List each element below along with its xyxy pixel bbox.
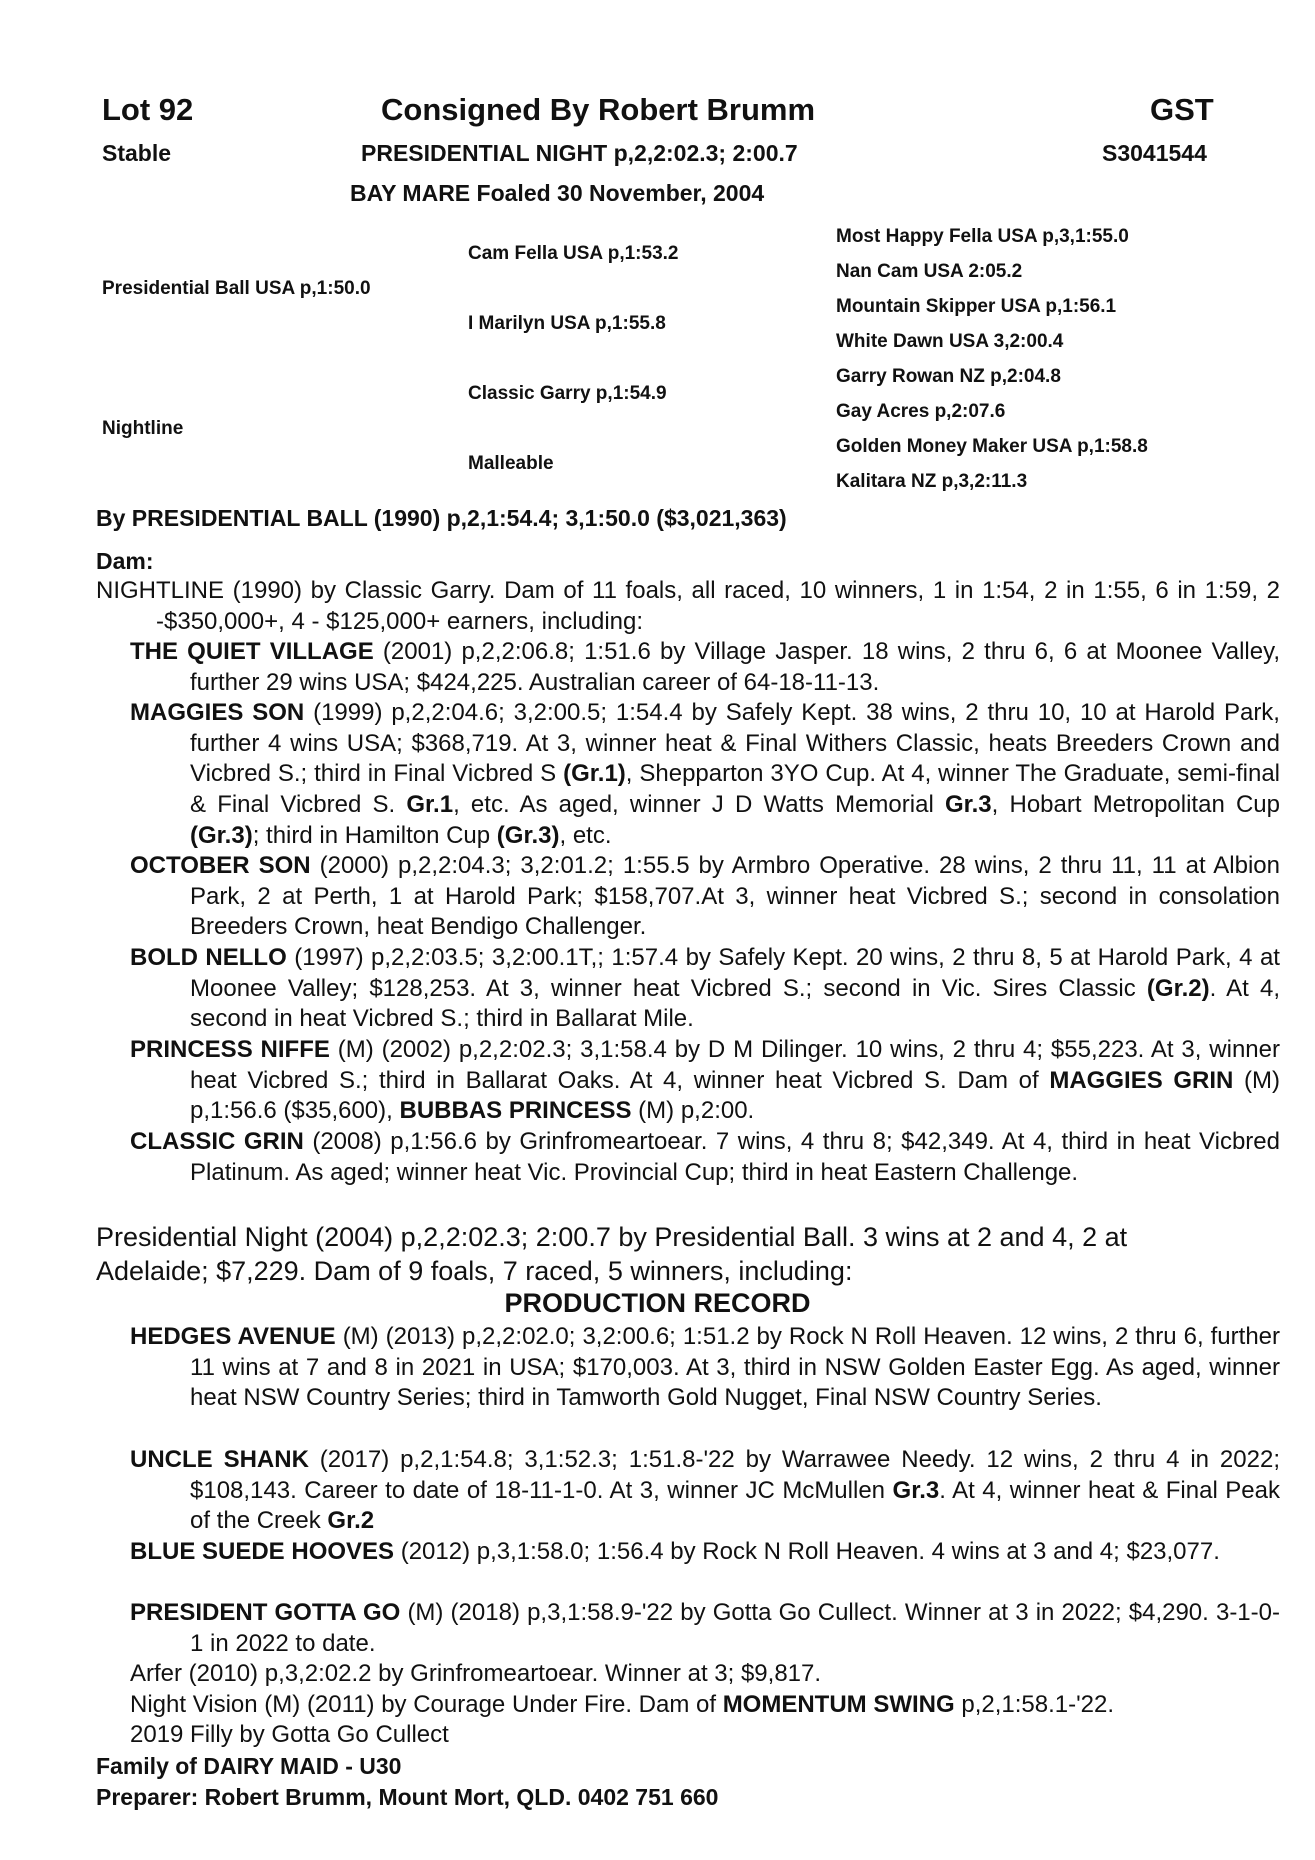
production-entry-2: UNCLE SHANK (2017) p,2,1:54.8; 3,1:52.3; 1:51.8-'22 by Warrawee Needy. 12 wins, 2 thru 4 in 2022; $108,143. Career to date of 18-11-1-0. At 3, winner JC McMullen Gr.3. At 4, winner heat & Final Peak of the Creek Gr.2 [130, 1446, 1280, 1535]
production-name: UNCLE SHANK [130, 1446, 309, 1473]
gst-label: GST [1150, 92, 1214, 127]
produce-entry-1: THE QUIET VILLAGE (2001) p,2,2:06.8; 1:51.6 by Village Jasper. 18 wins, 2 thru 6, 6 at Moonee Valley, further 29 wins USA; $424,225. Australian career of 64-18-11-13. [130, 638, 1280, 696]
family-line: Family of DAIRY MAID - U30 [96, 1753, 402, 1779]
produce-name: CLASSIC GRIN [130, 1128, 304, 1155]
produce-name: OCTOBER SON [130, 852, 311, 879]
produce-entry-5: PRINCESS NIFFE (M) (2002) p,2,2:02.3; 3,1:58.4 by D M Dilinger. 10 wins, 2 thru 4; $55,223. At 3, winner heat Vicbred S.; third in Ballarat Oaks. At 4, winner heat Vicbred S. Dam of MAGGIES GRIN (M) p,1:56.6 ($35,600), BUBBAS PRINCESS (M) p,2:00. [130, 1036, 1280, 1125]
produce-name: THE QUIET VILLAGE [130, 638, 374, 665]
produce-entry-4: BOLD NELLO (1997) p,2,2:03.5; 3,2:00.1T,; 1:57.4 by Safely Kept. 20 wins, 2 thru 8, 5 at Harold Park, 4 at Moonee Valley; $128,253. At 3, winner heat Vicbred S.; second in Vic. Sires Classic (Gr.2). At 4, second in heat Vicbred S.; third in Ballarat Mile. [130, 944, 1280, 1033]
minor-produce-line: Night Vision (M) (2011) by Courage Under Fire. Dam of MOMENTUM SWING p,2,1:58.1-'22. [130, 1690, 1115, 1718]
pedigree-gen3-4: White Dawn USA 3,2:00.4 [836, 331, 1064, 352]
pedigree-gen3-1: Most Happy Fella USA p,3,1:55.0 [836, 226, 1129, 247]
preparer-line: Preparer: Robert Brumm, Mount Mort, QLD. 0402 751 660 [96, 1784, 719, 1810]
production-record-heading: PRODUCTION RECORD [504, 1288, 811, 1318]
pedigree-gen3-7: Golden Money Maker USA p,1:58.8 [836, 436, 1148, 457]
minor-produce-list [130, 1659, 1114, 1751]
pedigree-dam: Nightline [102, 418, 184, 439]
pedigree-gen3-8: Kalitara NZ p,3,2:11.3 [836, 471, 1028, 492]
pedigree-dam-sire: Classic Garry p,1:54.9 [468, 383, 667, 404]
sire-line: By PRESIDENTIAL BALL (1990) p,2,1:54.4; 3,1:50.0 ($3,021,363) [96, 505, 787, 531]
pedigree-gen3-3: Mountain Skipper USA p,1:56.1 [836, 296, 1117, 317]
horse-id: S3041544 [1102, 140, 1207, 166]
produce-name: BOLD NELLO [130, 944, 287, 971]
pedigree-gen3-5: Garry Rowan NZ p,2:04.8 [836, 366, 1061, 387]
produce-name: MAGGIES SON [130, 699, 305, 726]
foaled-line: BAY MARE Foaled 30 November, 2004 [350, 180, 765, 206]
production-entry-3: BLUE SUEDE HOOVES (2012) p,3,1:58.0; 1:56.4 by Rock N Roll Heaven. 4 wins at 3 and 4; $23,077. [130, 1538, 1220, 1565]
horse-name: PRESIDENTIAL NIGHT p,2,2:02.3; 2:00.7 [361, 140, 798, 166]
consignor: Consigned By Robert Brumm [381, 92, 816, 127]
stable-label: Stable [102, 140, 172, 166]
dam-heading: Dam: [96, 548, 154, 574]
production-name: HEDGES AVENUE [130, 1323, 336, 1350]
pedigree-gen3-2: Nan Cam USA 2:05.2 [836, 261, 1023, 282]
production-entry-4: PRESIDENT GOTTA GO (M) (2018) p,3,1:58.9-'22 by Gotta Go Cullect. Winner at 3 in 2022; $4,290. 3-1-0-1 in 2022 to date. [130, 1599, 1280, 1657]
pedigree-dam-dam: Malleable [468, 453, 554, 474]
minor-produce-line: 2019 Filly by Gotta Go Cullect [130, 1721, 449, 1749]
produce-entry-6: CLASSIC GRIN (2008) p,1:56.6 by Grinfromeartoear. 7 wins, 4 thru 8; $42,349. At 4, third in heat Vicbred Platinum. As aged; winner heat Vic. Provincial Cup; third in heat Eastern Challenge. [130, 1128, 1280, 1186]
pedigree-gen3-6: Gay Acres p,2:07.6 [836, 401, 1006, 422]
pedigree-sire-sire: Cam Fella USA p,1:53.2 [468, 243, 679, 264]
production-name: BLUE SUEDE HOOVES [130, 1538, 395, 1565]
pedigree-sire: Presidential Ball USA p,1:50.0 [102, 278, 371, 299]
produce-entry-3: OCTOBER SON (2000) p,2,2:04.3; 3,2:01.2; 1:55.5 by Armbro Operative. 28 wins, 2 thru 11, 11 at Albion Park, 2 at Perth, 1 at Harold Park; $158,707.At 3, winner heat Vicbred S.; second in consolation Breeders Crown, heat Bendigo Challenger. [130, 852, 1281, 941]
lot-number: Lot 92 [102, 92, 194, 127]
dam-description: NIGHTLINE (1990) by Classic Garry. Dam of 11 foals, all raced, 10 winners, 1 in 1:54, 2 in 1:55, 6 in 1:59, 2 -$350,000+, 4 - $125,000+ earners, including: [96, 577, 1280, 635]
production-entry-1: HEDGES AVENUE (M) (2013) p,2,2:02.0; 3,2:00.6; 1:51.2 by Rock N Roll Heaven. 12 wins, 2 thru 6, further 11 wins at 7 and 8 in 2021 in USA; $170,003. At 3, third in NSW Golden Easter Egg. As aged, winner heat NSW Country Series; third in Tamworth Gold Nugget, Final NSW Country Series. [130, 1323, 1281, 1412]
pedigree-sire-dam: I Marilyn USA p,1:55.8 [468, 313, 666, 334]
produce-entry-2: MAGGIES SON (1999) p,2,2:04.6; 3,2:00.5; 1:54.4 by Safely Kept. 38 wins, 2 thru 10, 10 at Harold Park, further 4 wins USA; $368,719. At 3, winner heat & Final Withers Classic, heats Breeders Crown and Vicbred S.; third in Final Vicbred S (Gr.1), Shepparton 3YO Cup. At 4, winner The Graduate, semi-final & Final Vicbred S. Gr.1, etc. As aged, winner J D Watts Memorial Gr.3, Hobart Metropolitan Cup (Gr.3); third in Hamilton Cup (Gr.3), etc. [130, 699, 1280, 849]
produce-name: PRINCESS NIFFE [130, 1036, 330, 1063]
minor-produce-line: Arfer (2010) p,3,2:02.2 by Grinfromeartoear. Winner at 3; $9,817. [130, 1660, 822, 1687]
mare-summary: Presidential Night (2004) p,2,2:02.3; 2:00.7 by Presidential Ball. 3 wins at 2 and 4, 2 at Adelaide; $7,229. Dam of 9 foals, 7 raced, 5 winners, including: [96, 1222, 1128, 1286]
production-name: PRESIDENT GOTTA GO [130, 1599, 401, 1626]
